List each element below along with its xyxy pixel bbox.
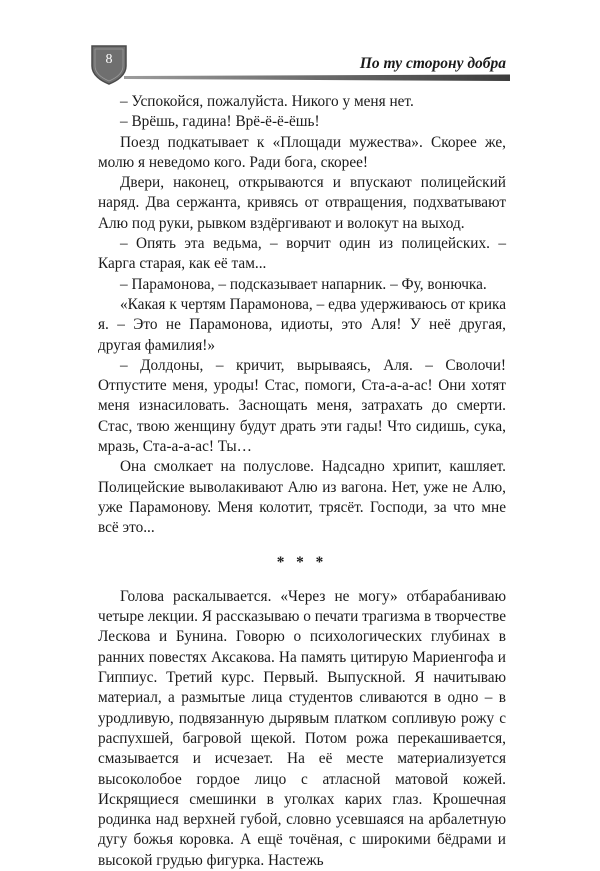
paragraph: Поезд подкатывает к «Площади мужества». Скорее же, молю я неведомо кого. Ради бога, скорее! bbox=[98, 133, 506, 171]
paragraph: – Врёшь, гадина! Врё-ё-ё-ёшь! bbox=[120, 113, 320, 131]
paragraph: Двери, наконец, открываются и впускают полицейский наряд. Два сержанта, кривясь от отвращения, подхватывают Алю под руки, рывком вздёргивают и волокут на выход. bbox=[98, 174, 506, 232]
paragraph: Голова раскалывается. «Через не могу» отбарабаниваю четыре лекции. Я рассказываю о печати трагизма в творчестве Лескова и Бунина. Говорю о психологических глубинах в ранних повестях Аксакова. На память цитирую Мариенгофа и Гиппиус. Третий курс. Первый. Выпускной. Я начитываю материал, а размытые лица студентов сливаются в одно – в уродливую, подвязанную дырявым платком сопливую рожу с распухшей, багровой щекой. Потом рожа перекашивается, смазывается и исчезает. На её месте материализуется высоколобое гордое лицо с атласной матовой кожей. Искрящиеся смешинки в уголках карих глаз. Крошечная родинка над верхней губой, словно усевшаяся на арбалетную дугу божья коровка. А ещё точёная, с широкими бёдрами и высокой грудью фигурка. Настежь bbox=[98, 587, 506, 869]
paragraph: – Парамонова, – подсказывает напарник. – Фу, вонючка. bbox=[120, 275, 487, 293]
running-title: По ту сторону добра bbox=[359, 55, 506, 72]
header-rule bbox=[124, 74, 510, 82]
paragraph: – Опять эта ведьма, – ворчит один из полицейских. – Карга старая, как её там... bbox=[98, 235, 506, 273]
paragraph: Она смолкает на полуслове. Надсадно хрипит, кашляет. Полицейские выволакивают Алю из вагона. Нет, уже не Алю, уже Парамонову. Меня колотит, трясёт. Господи, за что мне всё это... bbox=[98, 458, 506, 537]
paragraph: – Долдоны, – кричит, вырываясь, Аля. – Сволочи! Отпустите меня, уроды! Стас, помоги, Ста-а-а-ас! Они хотят меня изнасиловать. Заснощать меня, затрахать до смерти. Стас, твою женщину будут драть эти гады! Что сидишь, сука, мразь, Ста-а-а-ас! Ты… bbox=[98, 356, 506, 456]
body-text bbox=[98, 92, 506, 871]
section-break: * * * bbox=[276, 553, 328, 571]
paragraph: «Какая к чертям Парамонова, – едва удерживаюсь от крика я. – Это не Парамонова, идиоты, это Аля! У неё другая, другая фамилия!» bbox=[98, 295, 506, 354]
page-number: 8 bbox=[105, 52, 113, 67]
paragraph: – Успокойся, пожалуйста. Никого у меня нет. bbox=[120, 93, 414, 110]
